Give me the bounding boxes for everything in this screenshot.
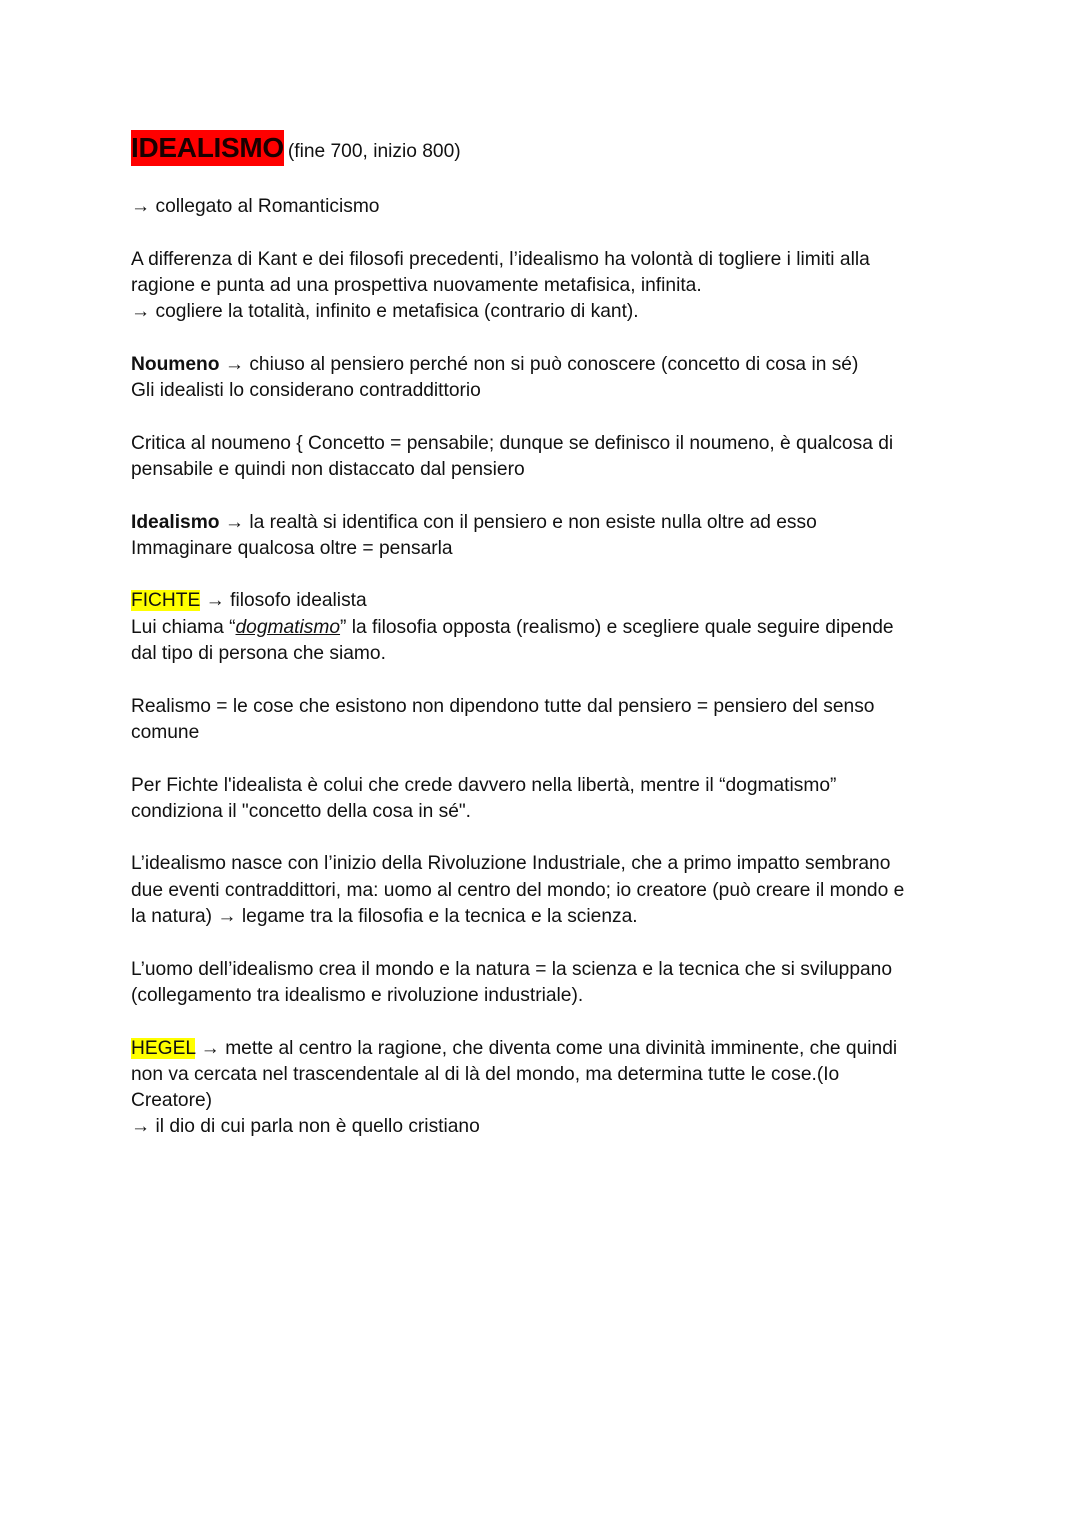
paragraph-hegel [131, 1036, 951, 1141]
definition-text: → mette al centro la ragione, che diventa come una divinità imminente, che quindi [195, 1037, 898, 1059]
paragraph-fichte [131, 588, 951, 667]
text-line: Critica al noumeno { Concetto = pensabile; dunque se definisco il noumeno, è qualcosa di [131, 432, 894, 454]
definition-text: → filosofo idealista [200, 590, 367, 612]
paragraph-critica-noumeno [131, 431, 951, 484]
text-line: Immaginare qualcosa oltre = pensarla [131, 537, 453, 559]
text-line [131, 1036, 951, 1062]
definition-text: → chiuso al pensiero perché non si può conoscere (concetto di cosa in sé) [219, 353, 859, 375]
text-line: la natura) → legame tra la filosofia e la tecnica e la scienza. [131, 906, 638, 928]
term-idealismo: Idealismo [131, 511, 220, 533]
paragraph-idealismo [131, 510, 951, 563]
text-line: condiziona il "concetto della cosa in sé". [131, 800, 472, 822]
definition-text: → la realtà si identifica con il pensiero e non esiste nulla oltre ad esso [219, 511, 817, 533]
highlight-fichte: FICHTE [131, 590, 201, 612]
paragraph-realismo [131, 694, 951, 747]
text-line: Gli idealisti lo considerano contraddittorio [131, 380, 481, 402]
paragraph-uomo-idealismo [131, 957, 951, 1010]
paragraph-differenza-kant [131, 247, 951, 326]
paragraph-fichte-liberta [131, 773, 951, 826]
text-line: L’uomo dell’idealismo crea il mondo e la natura = la scienza e la tecnica che si sviluppano [131, 958, 893, 980]
text-line: → cogliere la totalità, infinito e metafisica (contrario di kant). [131, 301, 639, 323]
text-line: → collegato al Romanticismo [131, 196, 380, 217]
text-line: dal tipo di persona che siamo. [131, 643, 386, 665]
text-segment: Lui chiama “ [131, 616, 236, 638]
paragraph-romanticismo [131, 194, 951, 220]
term-dogmatismo: dogmatismo [235, 616, 341, 638]
document-page [131, 128, 951, 1167]
text-line: ragione e punta ad una prospettiva nuovamente metafisica, infinita. [131, 274, 702, 296]
text-segment: ” la filosofia opposta (realismo) e scegliere quale seguire dipende [340, 616, 894, 638]
text-line [131, 588, 951, 614]
term-noumeno: Noumeno [131, 353, 220, 375]
text-line: (collegamento tra idealismo e rivoluzione industriale). [131, 984, 584, 1006]
document-title [131, 128, 951, 168]
text-line: pensabile e quindi non distaccato dal pensiero [131, 458, 525, 480]
text-line [131, 615, 951, 641]
text-line: Per Fichte l'idealista è colui che crede davvero nella libertà, mentre il “dogmatismo” [131, 774, 837, 796]
highlight-hegel: HEGEL [131, 1037, 196, 1059]
text-line: due eventi contraddittori, ma: uomo al centro del mondo; io creatore (può creare il mondo e [131, 879, 905, 901]
text-line: Realismo = le cose che esistono non dipendono tutte dal pensiero = pensiero del senso [131, 695, 875, 717]
title-highlighted: IDEALISMO [131, 130, 284, 166]
paragraph-noumeno [131, 352, 951, 405]
text-line: non va cercata nel trascendentale al di là del mondo, ma determina tutte le cose.(Io [131, 1063, 840, 1085]
text-line [131, 510, 951, 536]
text-line: L’idealismo nasce con l’inizio della Rivoluzione Industriale, che a primo impatto sembrano [131, 853, 891, 875]
text-line [131, 352, 951, 378]
text-line: Creatore) [131, 1090, 213, 1112]
paragraph-rivoluzione-industriale [131, 851, 951, 930]
text-line: → il dio di cui parla non è quello cristiano [131, 1116, 480, 1138]
text-line: comune [131, 721, 200, 743]
text-line: A differenza di Kant e dei filosofi precedenti, l’idealismo ha volontà di togliere i limiti alla [131, 248, 870, 270]
title-period: (fine 700, inizio 800) [287, 141, 461, 162]
